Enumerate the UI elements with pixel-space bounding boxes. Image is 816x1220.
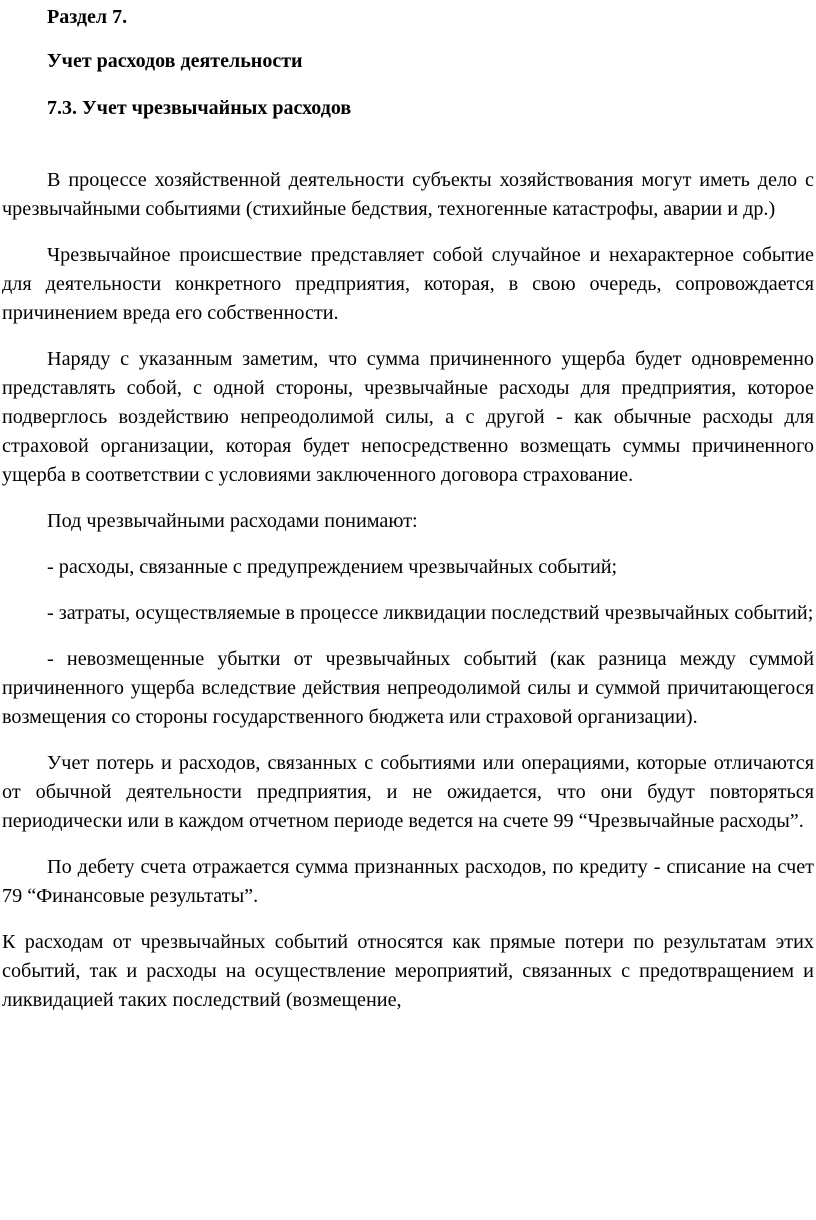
section-heading: Раздел 7.	[47, 6, 128, 28]
document-body	[2, 166, 814, 1015]
subsection-heading: 7.3. Учет чрезвычайных расходов	[47, 97, 352, 119]
paragraph: По дебету счета отражается сумма признанных расходов, по кредиту - списание на счет 79 “Финансовые результаты”.	[2, 856, 814, 907]
list-item: - расходы, связанные с предупреждением чрезвычайных событий;	[47, 556, 618, 578]
paragraph: Наряду с указанным заметим, что сумма причиненного ущерба будет одновременно представлять собой, с одной стороны, чрезвычайные расходы для предприятия, которое подверглось воздействию непреодолимой силы, а с другой - как обычные расходы для страховой организации, которая будет непосредственно возмещать суммы причиненного ущерба в соответствии с условиями заключенного договора страхование.	[2, 348, 814, 486]
paragraph: В процессе хозяйственной деятельности субъекты хозяйствования могут иметь дело с чрезвычайными событиями (стихийные бедствия, техногенные катастрофы, аварии и др.)	[2, 169, 814, 220]
chapter-heading: Учет расходов деятельности	[47, 50, 303, 72]
list-item: - невозмещенные убытки от чрезвычайных событий (как разница между суммой причиненного ущерба вследствие действия непреодолимой силы и суммой причитающегося возмещения со стороны государственного бюджета или страховой организации).	[2, 648, 814, 728]
paragraph: К расходам от чрезвычайных событий относятся как прямые потери по результатам этих событий, так и расходы на осуществление мероприятий, связанных с предотвращением и ликвидацией таких последствий (возмещение,	[2, 931, 814, 1011]
paragraph: Чрезвычайное происшествие представляет собой случайное и нехарактерное событие для деятельности конкретного предприятия, которая, в свою очередь, сопровождается причинением вреда его собственности.	[2, 244, 814, 324]
paragraph: Учет потерь и расходов, связанных с событиями или операциями, которые отличаются от обычной деятельности предприятия, и не ожидается, что они будут повторяться периодически или в каждом отчетном периоде ведется на счете 99 “Чрезвычайные расходы”.	[2, 752, 814, 832]
list-item: - затраты, осуществляемые в процессе ликвидации последствий чрезвычайных событий;	[47, 602, 814, 624]
paragraph: Под чрезвычайными расходами понимают:	[47, 510, 418, 532]
